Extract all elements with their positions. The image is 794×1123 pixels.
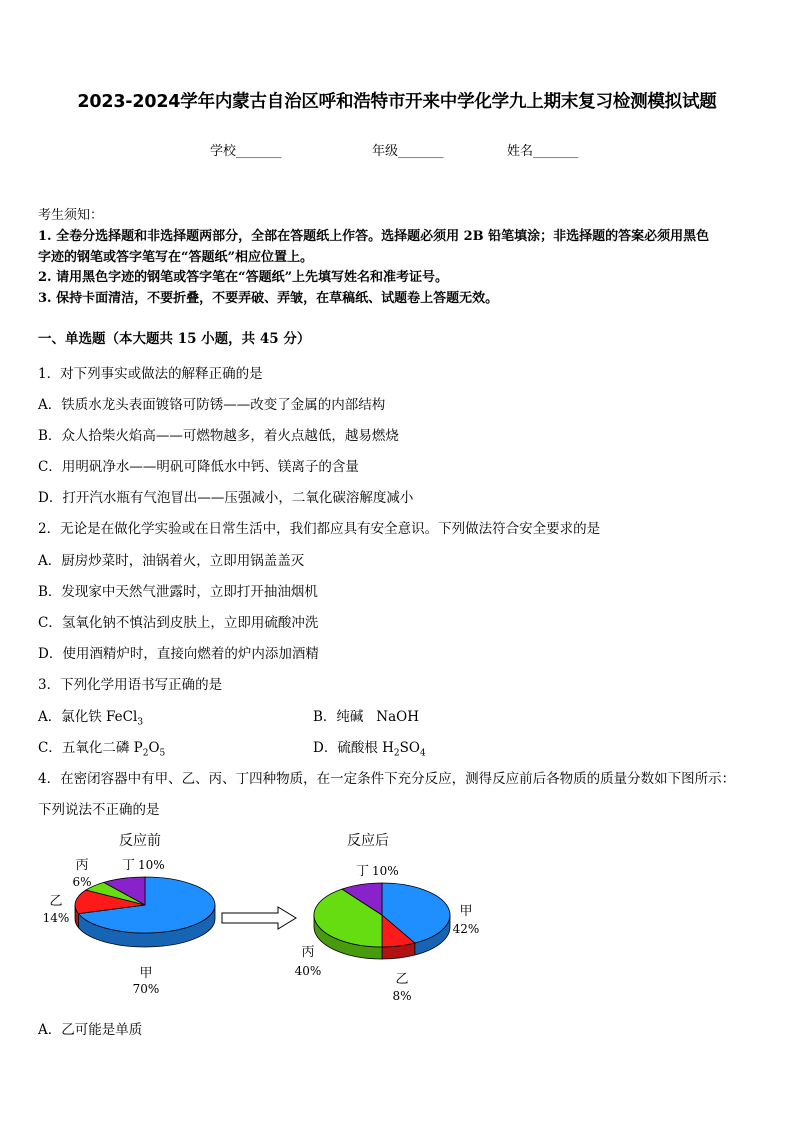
q2-option-d[interactable]: D．使用酒精炉时，直接向燃着的炉内添加酒精 (38, 646, 319, 662)
q4-stem-cont: 下列说法不正确的是 (38, 802, 160, 818)
q3-option-b[interactable] (313, 705, 419, 725)
q3-option-b-label: B．纯碱 (313, 709, 364, 725)
section-heading: 一、单选题（本大题共 15 小题，共 45 分） (38, 331, 311, 347)
q4-stem: 4．在密闭容器中有甲、乙、丙、丁四种物质，在一定条件下充分反应，测得反应前后各物质的质量分数如下图所示： (38, 771, 736, 787)
q2-option-a[interactable]: A．厨房炒菜时，油锅着火，立即用锅盖盖灭 (38, 553, 305, 569)
pie-2-label-丙: 丙 (301, 945, 315, 960)
pie-2-title: 反应后 (347, 833, 389, 849)
pie-2-label-丁: 丁 (356, 864, 370, 879)
q4-pie-charts (0, 825, 794, 1010)
notice-item-2: 2. 请用黑色字迹的钢笔或答字笔在“答题纸”上先填写姓名和准考证号。 (38, 270, 449, 285)
grade-field[interactable]: 年级_______ (372, 144, 444, 159)
q3-option-c[interactable] (38, 736, 165, 759)
q3-option-a[interactable] (38, 705, 143, 728)
pie-1-label-甲: 甲 (139, 966, 153, 981)
q4-option-a[interactable]: A．乙可能是单质 (38, 1022, 143, 1038)
q3-option-d-label: D．硫酸根 (313, 740, 378, 756)
school-field[interactable]: 学校_______ (210, 144, 282, 159)
pie-2-label-甲: 甲 (459, 904, 473, 919)
pie-1-value-丙: 6% (72, 875, 92, 889)
name-field[interactable]: 姓名_______ (507, 144, 579, 159)
notice-item-3: 3. 保持卡面清洁，不要折叠，不要弄破、弄皱，在草稿纸、试题卷上答题无效。 (38, 291, 499, 306)
pie-1-value-甲: 70% (132, 982, 160, 996)
pie-1-value-丁: 10% (138, 858, 165, 872)
notice-item-1: 1. 全卷分选择题和非选择题两部分，全部在答题纸上作答。选择题必须用 2B 铅笔填涂；非选择题的答案必须用黑色 (38, 229, 710, 244)
pie-1-label-丁: 丁 (122, 858, 136, 873)
q1-option-b[interactable]: B．众人拾柴火焰高——可燃物越多，着火点越低，越易燃烧 (38, 428, 399, 444)
q3-option-a-formula: FeCl$_3$ (106, 709, 144, 728)
q3-option-c-formula: $P_2O_5$ (133, 740, 166, 759)
pie-1-label-丙: 丙 (75, 858, 89, 873)
pie-1-title: 反应前 (119, 833, 161, 849)
pie-2-value-丙: 40% (294, 964, 322, 978)
q2-option-b[interactable]: B．发现家中天然气泄露时，立即打开抽油烟机 (38, 584, 318, 600)
pie-1-label-乙: 乙 (49, 894, 63, 909)
q3-stem: 3．下列化学用语书写正确的是 (38, 677, 223, 693)
notice-item-1-cont: 字迹的钢笔或答字笔写在“答题纸”相应位置上。 (38, 250, 313, 265)
pie-2-value-乙: 8% (392, 989, 412, 1003)
q1-option-a[interactable]: A．铁质水龙头表面镀铬可防锈——改变了金属的内部结构 (38, 397, 386, 413)
pie-2-label-乙: 乙 (395, 972, 409, 987)
q2-option-c[interactable]: C．氢氧化钠不慎沾到皮肤上，立即用硫酸冲洗 (38, 615, 319, 631)
page-title: 2023-2024学年内蒙古自治区呼和浩特市开来中学化学九上期末复习检测模拟试题 (77, 92, 717, 112)
q3-option-d[interactable] (313, 736, 426, 759)
q3-option-d-formula: $H_2SO_4$ (382, 740, 426, 759)
reaction-arrow-icon (222, 907, 296, 929)
pie-2-value-丁: 10% (372, 864, 399, 878)
q1-stem: 1．对下列事实或做法的解释正确的是 (38, 366, 263, 382)
q2-stem: 2．无论是在做化学实验或在日常生活中，我们都应具有安全意识。下列做法符合安全要求的是 (38, 521, 601, 537)
q1-option-d[interactable]: D．打开汽水瓶有气泡冒出——压强减小，二氧化碳溶解度减小 (38, 490, 414, 506)
q3-option-a-label: A．氯化铁 (38, 709, 102, 725)
q3-option-c-label: C．五氧化二磷 (38, 740, 130, 756)
q1-option-c[interactable]: C．用明矾净水——明矾可降低水中钙、镁离子的含量 (38, 459, 359, 475)
pie-1-value-乙: 14% (42, 911, 70, 925)
notice-heading: 考生须知： (38, 208, 104, 223)
q3-option-b-formula: NaOH (376, 709, 419, 725)
pie-2-value-甲: 42% (452, 922, 480, 936)
